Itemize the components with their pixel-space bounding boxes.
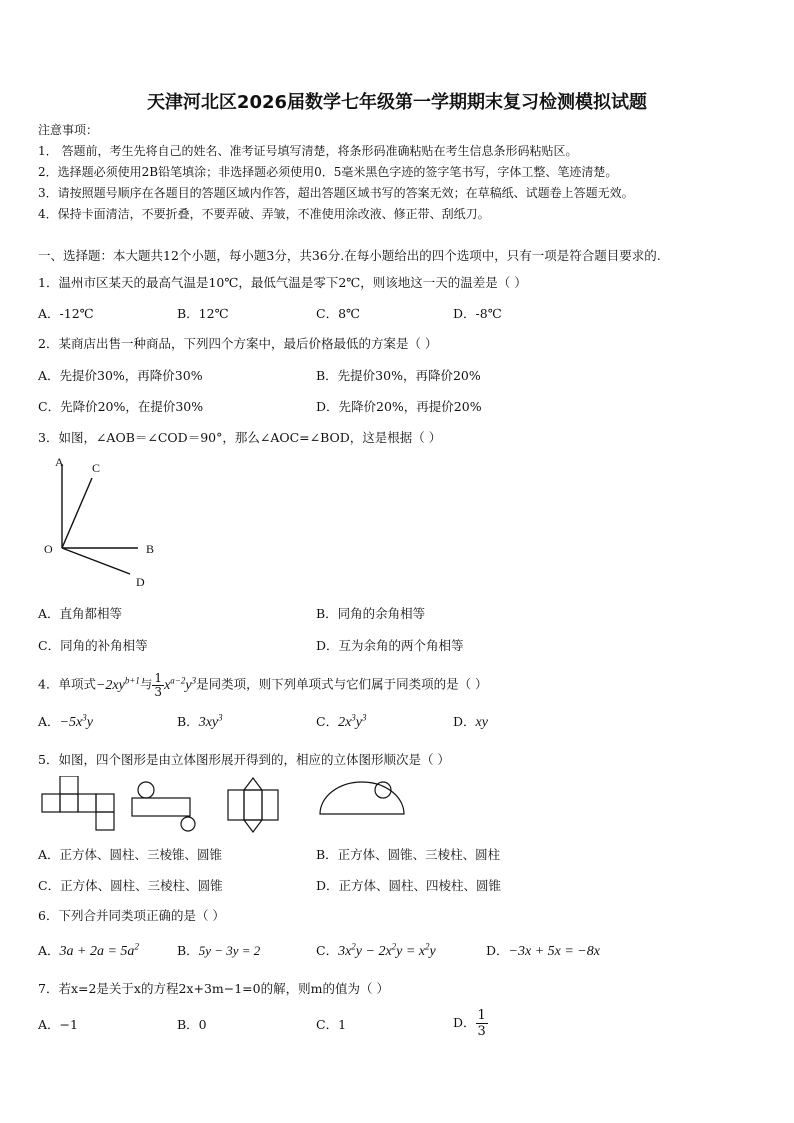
option-label: D． [453, 714, 476, 729]
option-base: −5x [59, 715, 83, 730]
q5-option-a: A．正方体、圆柱、三棱锥、圆锥 [38, 847, 223, 862]
q4-mono1-exp: b+1 [124, 675, 140, 685]
q4-stem-part: 与 [139, 676, 153, 692]
q4-monomial-1 [95, 675, 140, 693]
q3-option-c: C．同角的补角相等 [38, 638, 148, 653]
q5-nets-figure [38, 776, 418, 836]
note-item-3: 3．请按照题号顺序在各题目的答题区域内作答，超出答题区域书写的答案无效；在草稿纸、试题卷上答题无效。 [38, 186, 634, 200]
section-heading: 一、选择题：本大题共12个小题，每小题3分，共36分.在每小题给出的四个选项中，只有一项是符合题目要求的. [38, 248, 661, 263]
label-o: O [44, 542, 53, 556]
fraction-denominator: 3 [477, 1024, 486, 1039]
q5-option-c: C．正方体、圆柱、三棱柱、圆锥 [38, 878, 223, 893]
option-label: A． [38, 714, 60, 729]
q2-option-b: B．先提价30%，再降价20% [316, 368, 481, 383]
q6-option-d [486, 941, 600, 960]
q1-option-c: C．8℃ [316, 306, 361, 321]
notes-heading: 注意事项： [38, 123, 99, 137]
note-item-1: 1． 答题前，考生先将自己的姓名、准考证号填写清楚，将条形码准确粘贴在考生信息条形码粘贴区。 [38, 144, 578, 158]
option-expr: 3a + 2a = 5a [59, 944, 135, 959]
fraction-denominator: 3 [154, 684, 163, 699]
option-mid: y [355, 715, 363, 730]
q1-option-b: B．12℃ [177, 306, 229, 321]
option-exp: 3 [82, 712, 87, 723]
q4-stem [38, 666, 488, 699]
option-label: C． [316, 943, 339, 958]
option-tail: y [86, 715, 93, 730]
label-c: C [92, 461, 101, 475]
q5-stem: 5．如图，四个图形是由立体图形展开得到的，相应的立体图形顺次是（ ） [38, 752, 450, 767]
option-label: B． [177, 714, 199, 729]
q2-option-c: C．先降价20%，在提价30% [38, 399, 204, 414]
option-value: xy [475, 715, 488, 730]
option-label: B． [177, 943, 199, 958]
q4-mono2-y: y [185, 677, 192, 693]
q4-option-a [38, 712, 93, 731]
label-d: D [136, 575, 145, 589]
q7-option-c: C．1 [316, 1017, 347, 1032]
option-label: D． [453, 1015, 476, 1030]
q3-option-d: D．互为余角的两个角相等 [316, 638, 464, 653]
q3-option-a: A．直角都相等 [38, 606, 123, 621]
cube-net [42, 776, 114, 830]
prism-net [228, 778, 278, 832]
option-label: C． [316, 714, 339, 729]
q5-option-b: B．正方体、圆锥、三棱柱、圆柱 [316, 847, 501, 862]
label-a: A [55, 455, 64, 469]
option-label: A． [38, 943, 60, 958]
label-b: B [146, 542, 155, 556]
option-part: y [429, 944, 436, 959]
q4-option-b [177, 712, 223, 731]
q1-option-d: D．-8℃ [453, 306, 502, 321]
option-base: 2x [338, 715, 352, 730]
q7-stem: 7．若x=2是关于x的方程2x+3m−1=0的解，则m的值为（ ） [38, 981, 389, 996]
q4-stem-part: 是同类项，则下列单项式与它们属于同类项的是（ ） [196, 676, 488, 692]
option-part: 3x [338, 944, 352, 959]
q3-option-b: B．同角的余角相等 [316, 606, 426, 621]
q7-option-b: B．0 [177, 1017, 207, 1032]
option-exp: 2 [391, 941, 397, 952]
option-exp: 3 [362, 712, 367, 723]
note-item-4: 4．保持卡面清洁，不要折叠，不要弄破、弄皱，不准使用涂改液、修正带、刮纸刀。 [38, 207, 490, 221]
q1-stem: 1．温州市区某天的最高气温是10℃，最低气温是零下2℃，则该地这一天的温差是（ ） [38, 275, 527, 290]
q4-mono2-xexp: a−2 [170, 675, 186, 685]
q4-option-c [316, 712, 367, 731]
note-item-2: 2．选择题必须使用2B铅笔填涂；非选择题必须使用0．5毫米黑色字迹的签字笔书写，字体工整、笔迹清楚。 [38, 165, 618, 179]
option-exp: 2 [425, 941, 430, 952]
option-exp: 3 [218, 712, 223, 723]
fraction-numerator: 1 [477, 1008, 486, 1023]
option-exp: 2 [134, 941, 139, 952]
q1-option-a: A．-12℃ [38, 306, 94, 321]
q6-option-a [38, 941, 139, 960]
option-expr: −3x + 5x = −8x [508, 944, 600, 959]
q4-mono2-yexp: 3 [191, 675, 197, 685]
option-label: D． [486, 943, 509, 958]
option-part: y = x [396, 944, 426, 959]
option-part: y − 2x [355, 944, 392, 959]
q4-stem-part: 4．单项式 [38, 676, 96, 692]
cylinder-net [132, 782, 195, 831]
q2-option-a: A．先提价30%，再降价30% [38, 368, 203, 383]
page-title: 天津河北区2026届数学七年级第一学期期末复习检测模拟试题 [146, 92, 648, 113]
q7-option-a: A．−1 [38, 1017, 78, 1032]
q4-option-d [453, 712, 488, 731]
q4-mono2-x: x [164, 677, 171, 693]
q7-option-d [453, 1006, 488, 1040]
cone-net [320, 782, 404, 814]
q5-option-d: D．正方体、圆柱、四棱柱、圆锥 [316, 878, 502, 893]
q6-option-c [316, 941, 436, 960]
option-base: 3xy [198, 715, 219, 730]
q3-angle-figure [38, 452, 168, 592]
q2-option-d: D．先降价20%，再提价20% [316, 399, 482, 414]
q4-fraction [152, 672, 164, 699]
option-expr: 5y − 3y = 2 [198, 943, 261, 958]
fraction-numerator: 1 [154, 670, 163, 685]
q4-monomial-2 [164, 675, 197, 693]
q7-fraction [476, 1008, 488, 1039]
q6-stem: 6．下列合并同类项正确的是（ ） [38, 908, 225, 923]
option-exp: 3 [351, 712, 356, 723]
q6-option-b [177, 941, 260, 959]
q3-stem: 3．如图，∠AOB＝∠COD＝90°，那么∠AOC=∠BOD，这是根据（ ） [38, 430, 442, 445]
q2-stem: 2．某商店出售一种商品，下列四个方案中，最后价格最低的方案是（ ） [38, 336, 438, 351]
q4-mono1-base: −2xy [95, 677, 125, 693]
option-exp: 2 [351, 941, 356, 952]
